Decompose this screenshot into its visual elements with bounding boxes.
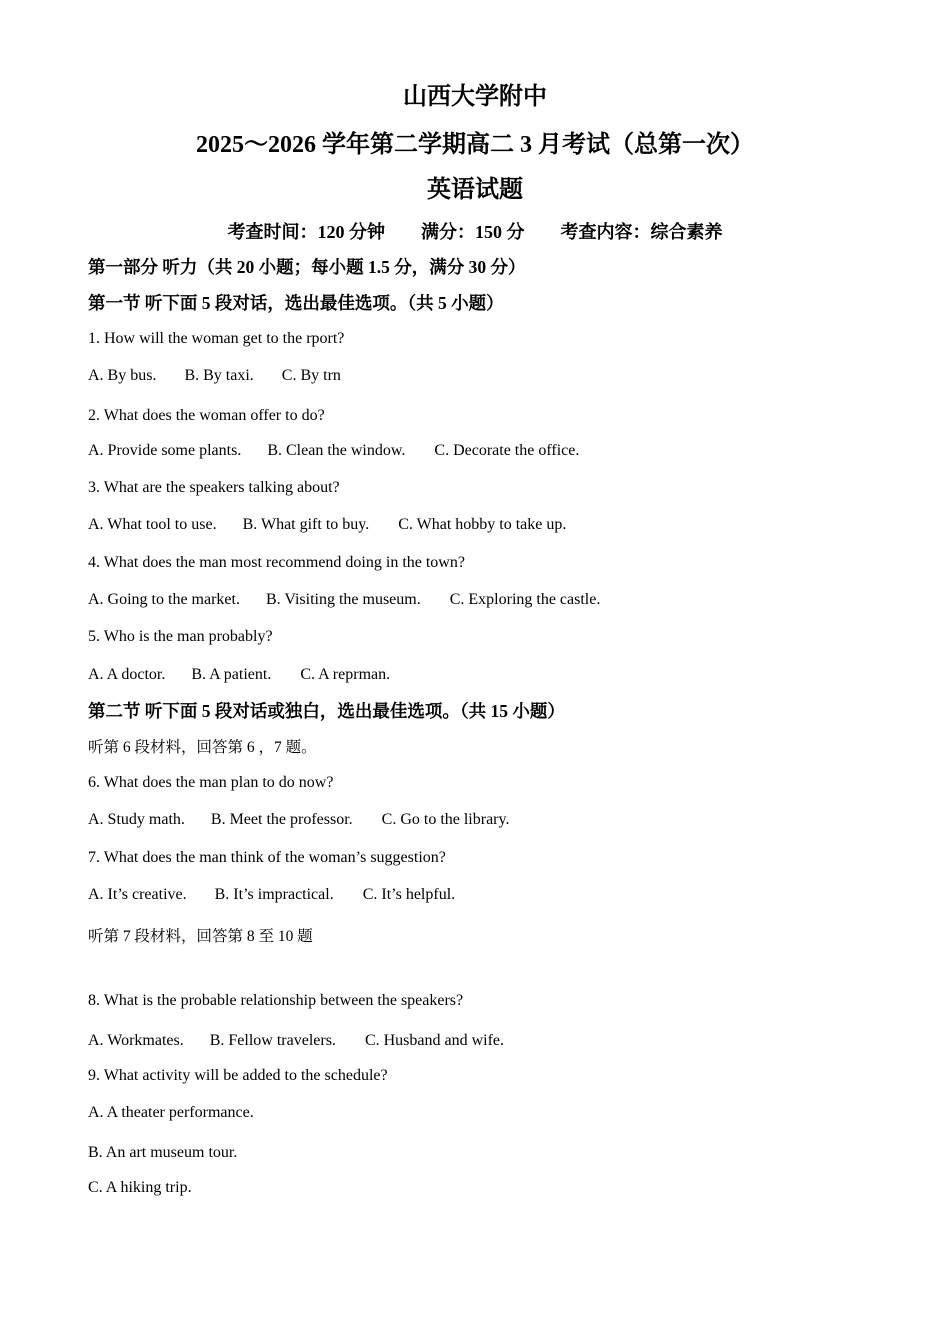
exam-title: 2025～2026 学年第二学期高二 3 月考试（总第一次） <box>196 132 754 158</box>
question-9-option-c: C. A hiking trip. <box>88 1179 192 1196</box>
option-a: A. A doctor. <box>88 666 166 683</box>
material-7-note: 听第 7 段材料，回答第 8 至 10 题 <box>88 928 313 945</box>
question-7: 7. What does the man think of the woman’s suggestion? <box>88 849 446 866</box>
option-a: A. Provide some plants. <box>88 442 242 459</box>
exam-full-score: 满分：150 分 <box>421 222 525 242</box>
question-1-options <box>88 368 341 384</box>
option-b: B. Visiting the museum. <box>265 591 421 608</box>
question-3-options <box>88 517 566 533</box>
option-c: C. Go to the library. <box>381 811 510 828</box>
question-3: 3. What are the speakers talking about? <box>88 479 340 496</box>
question-7-options <box>88 887 455 903</box>
option-b: B. By taxi. <box>184 367 254 384</box>
option-c: C. Decorate the office. <box>434 442 580 459</box>
part1-heading: 第一部分 听力（共 20 小题；每小题 1.5 分，满分 30 分） <box>88 257 526 277</box>
question-6-options <box>88 812 509 828</box>
question-9-option-b: B. An art museum tour. <box>88 1144 238 1161</box>
subject-title: 英语试题 <box>427 177 523 203</box>
option-c: C. Husband and wife. <box>364 1032 505 1049</box>
question-4-options <box>88 592 600 608</box>
question-1: 1. How will the woman get to the rport? <box>88 330 345 347</box>
option-a: A. Workmates. <box>88 1032 184 1049</box>
option-b: B. Fellow travelers. <box>209 1032 336 1049</box>
question-2: 2. What does the woman offer to do? <box>88 407 325 424</box>
exam-content: 考查内容：综合素养 <box>560 222 723 242</box>
section2-heading: 第二节 听下面 5 段对话或独白，选出最佳选项。（共 15 小题） <box>88 701 565 721</box>
option-a: A. By bus. <box>88 367 157 384</box>
material-6-note: 听第 6 段材料，回答第 6 ，7 题。 <box>88 739 317 756</box>
option-a: A. Going to the market. <box>88 591 240 608</box>
option-b: B. A patient. <box>191 666 272 683</box>
option-c: C. A reprman. <box>300 666 391 683</box>
question-6: 6. What does the man plan to do now? <box>88 774 334 791</box>
question-9: 9. What activity will be added to the schedule? <box>88 1067 388 1084</box>
question-2-options <box>88 443 579 459</box>
exam-info <box>0 223 950 241</box>
question-9-option-a: A. A theater performance. <box>88 1104 254 1121</box>
question-8: 8. What is the probable relationship between the speakers? <box>88 992 464 1009</box>
option-b: B. Clean the window. <box>267 442 406 459</box>
school-name: 山西大学附中 <box>403 84 547 110</box>
question-5: 5. Who is the man probably? <box>88 628 273 645</box>
question-5-options <box>88 667 390 683</box>
option-c: C. It’s helpful. <box>362 886 456 903</box>
question-4: 4. What does the man most recommend doing in the town? <box>88 554 465 571</box>
option-c: C. What hobby to take up. <box>398 516 567 533</box>
exam-time: 考查时间：120 分钟 <box>227 222 385 242</box>
option-c: C. By trn <box>281 367 341 384</box>
option-b: B. Meet the professor. <box>210 811 353 828</box>
option-a: A. Study math. <box>88 811 185 828</box>
option-b: B. What gift to buy. <box>242 516 370 533</box>
option-a: A. It’s creative. <box>88 886 187 903</box>
section1-heading: 第一节 听下面 5 段对话，选出最佳选项。（共 5 小题） <box>88 293 504 313</box>
option-c: C. Exploring the castle. <box>449 591 601 608</box>
question-8-options <box>88 1033 504 1049</box>
option-b: B. It’s impractical. <box>214 886 334 903</box>
option-a: A. What tool to use. <box>88 516 217 533</box>
